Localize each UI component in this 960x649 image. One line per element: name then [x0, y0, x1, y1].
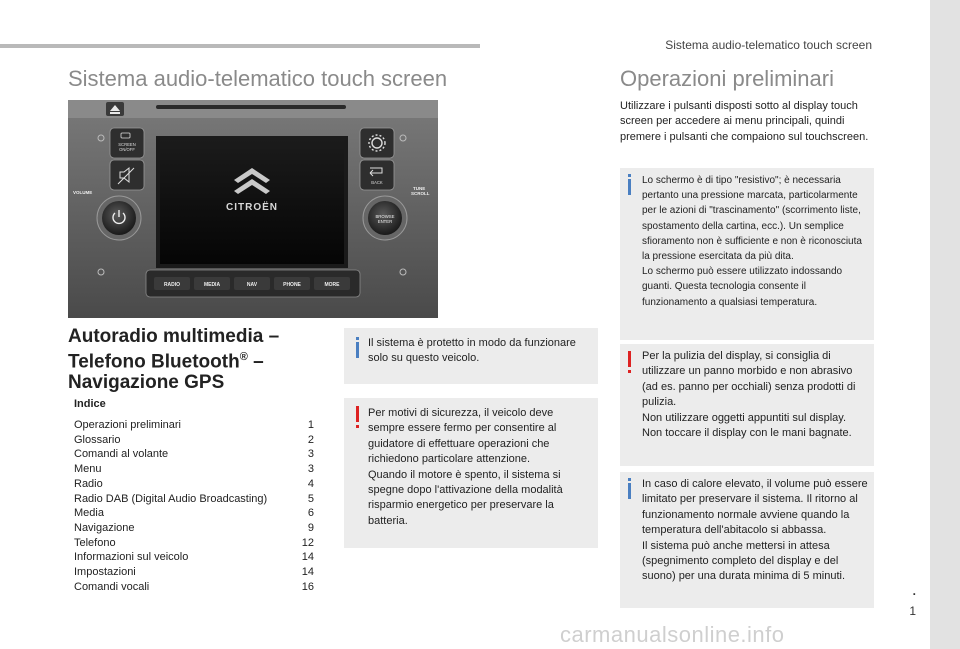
- side-strip: [930, 0, 960, 649]
- info-icon: [356, 342, 359, 358]
- warning-note-safety: Per motivi di sicurezza, il veicolo deve sempre essere fermo per consentire al guidatore di effettuare operazioni che richiedono particolare attenzione. Quando il motore è spento, il sistema si spegne dopo l'attivazione della modalità risparmio energetico per preservare la batteria.: [344, 398, 598, 548]
- volume-label: VOLUME: [73, 190, 93, 195]
- product-heading: Autoradio multimedia – Telefono Bluetooth® – Navigazione GPS: [68, 326, 280, 394]
- index-item: Comandi al volante 3: [74, 448, 314, 461]
- more-button-label: MORE: [324, 282, 340, 288]
- warning-icon: [356, 406, 359, 422]
- info-icon: [628, 483, 631, 499]
- index-item: Comandi vocali 16: [74, 580, 314, 593]
- index-item: Media 6: [74, 507, 314, 520]
- browse-enter-label: BROWSE ENTER: [375, 214, 395, 224]
- phone-button-label: PHONE: [283, 282, 301, 288]
- index-item: Telefono 12: [74, 536, 314, 549]
- screen-onoff-label: SCREEN ON/OFF: [118, 142, 136, 152]
- index-item: Operazioni preliminari 1: [74, 419, 314, 431]
- head-unit-illustration: [68, 100, 438, 318]
- index-item: Informazioni sul veicolo 14: [74, 551, 314, 564]
- index-title: Indice: [74, 398, 106, 410]
- index-item: Menu 3: [74, 463, 314, 476]
- back-label: BACK: [371, 180, 383, 185]
- info-note-security: Il sistema è protetto in modo da funzionare solo su questo veicolo.: [344, 328, 598, 384]
- nav-button-label: NAV: [246, 282, 258, 288]
- info-note-resistive: Lo schermo è di tipo "resistivo"; è necessaria pertanto una pressione marcata, particolarmente per le azioni di "trascinamento" (scorrimento liste, spostamento della cartina, ecc.). Un semplice sfioramento non è sufficiente e non è riconosciuta la pressione esercitata da più dita. Lo schermo può essere utilizzato indossando guanti. Questa tecnologia consente il funzionamento a qualsiasi temperatura.: [620, 168, 874, 340]
- index-item: Navigazione 9: [74, 521, 314, 534]
- brand-wordmark: CITROËN: [226, 202, 278, 213]
- index-item: Glossario 2: [74, 433, 314, 446]
- index-item: Radio 4: [74, 477, 314, 490]
- watermark: carmanualsonline.info: [560, 622, 785, 647]
- running-head: Sistema audio-telematico touch screen: [665, 38, 872, 52]
- section-title-right: Operazioni preliminari: [620, 66, 834, 91]
- info-icon: [628, 179, 631, 195]
- page-number: 1: [909, 604, 916, 618]
- media-button-label: MEDIA: [203, 282, 221, 288]
- info-note-heat: In caso di calore elevato, il volume può essere limitato per preservare il sistema. Il ritorno al funzionamento normale avviene quando la temperatura dell'abitacolo si abbassa. Il sistema può anche mettersi in attesa (spegnimento completo del display e del suono) per una durata minima di 5 minuti.: [620, 472, 874, 608]
- top-rule: [0, 44, 480, 48]
- index-list: [74, 418, 314, 594]
- continue-mark: .: [912, 584, 916, 598]
- warning-note-cleaning: Per la pulizia del display, si consiglia di utilizzare un panno morbido e non abrasivo (ad es. panno per occhiali) senza prodotti di pulizia. Non utilizzare oggetti appuntiti sul display. Non toccare il display con le mani bagnate.: [620, 344, 874, 466]
- warning-icon: [628, 351, 631, 367]
- intro-paragraph: Utilizzare i pulsanti disposti sotto al display touch screen per accedere ai menu principali, quindi premere i pulsanti che compaiono sul touchscreen.: [620, 100, 869, 143]
- tune-scroll-label: TUNE SCROLL: [411, 186, 430, 196]
- section-title: Sistema audio-telematico touch screen: [68, 66, 448, 91]
- radio-button-label: RADIO: [163, 282, 181, 288]
- index-item: Radio DAB (Digital Audio Broadcasting) 5: [74, 492, 314, 505]
- index-item: Impostazioni 14: [74, 566, 314, 579]
